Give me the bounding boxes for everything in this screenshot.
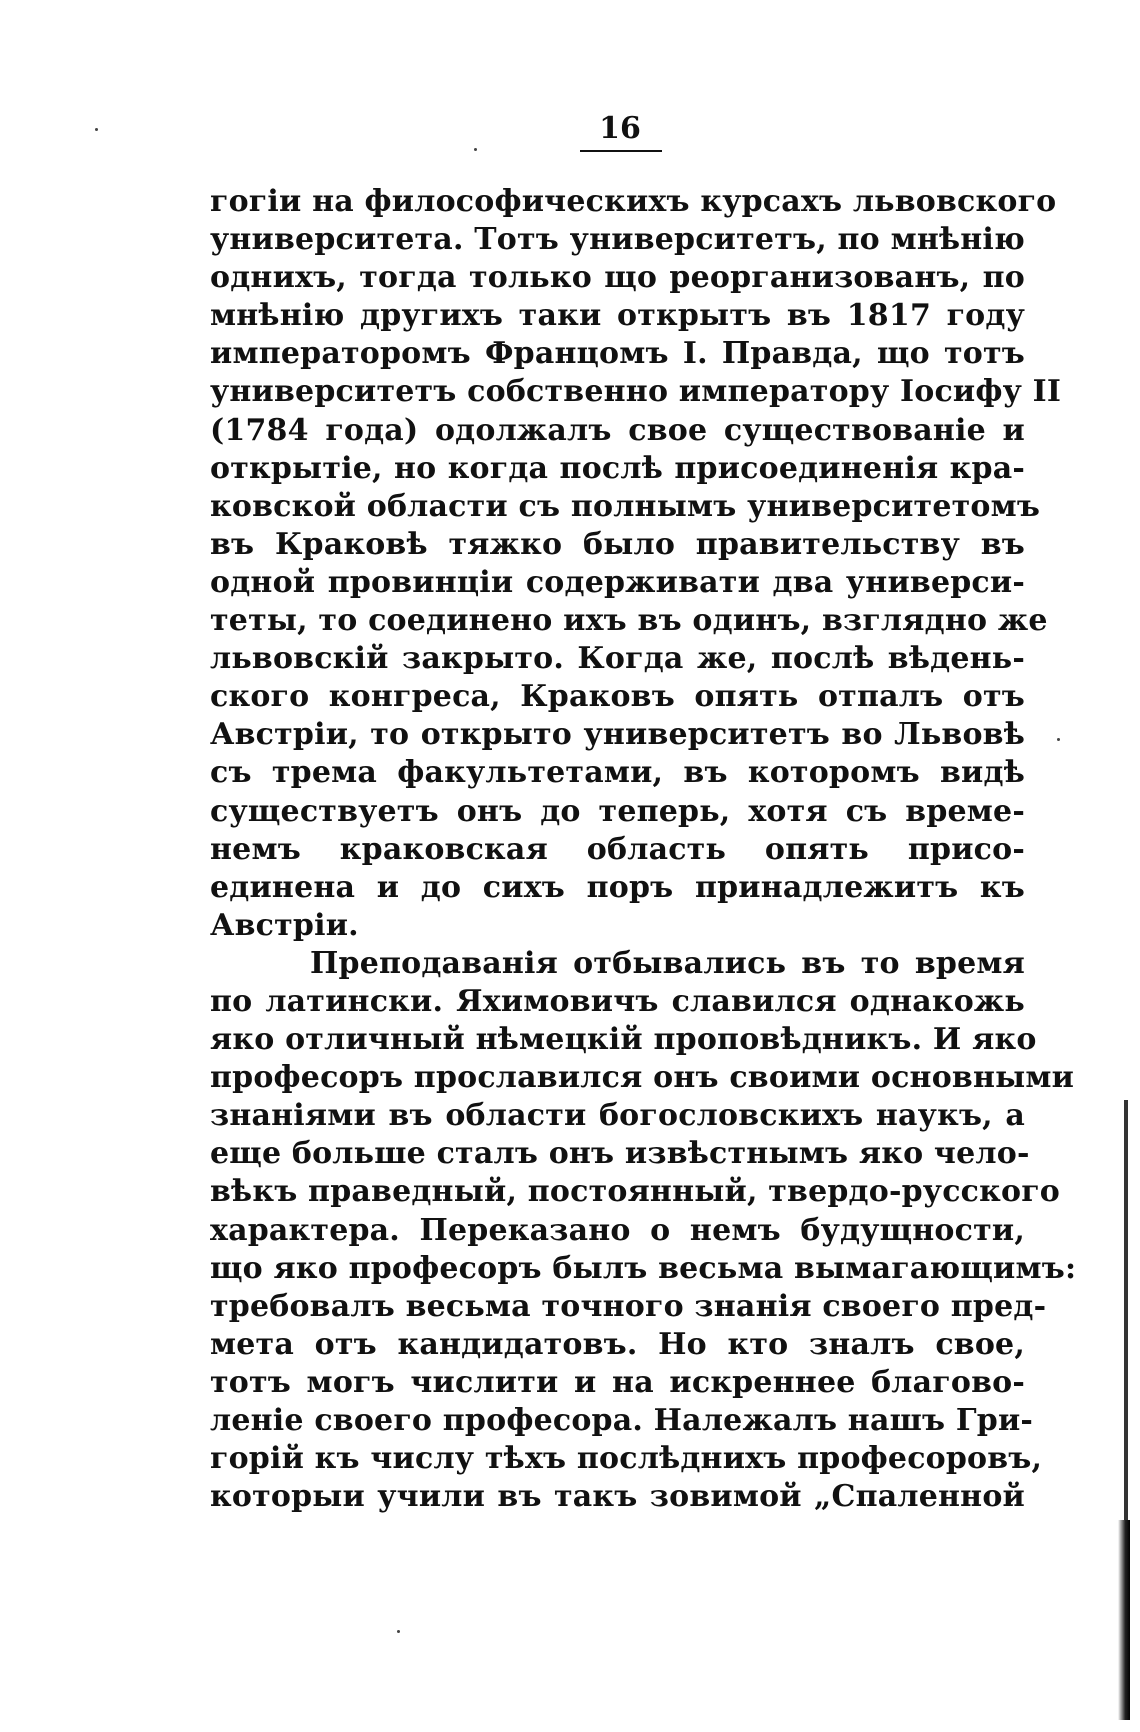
paragraph-end-line: Австріи. [210, 907, 359, 943]
text-line: знаніями въ области богословскихъ наукъ, а [210, 1098, 1025, 1134]
text-line: що яко професоръ былъ весьма вымагающимъ: [210, 1250, 1077, 1286]
text-line: ского конгреса, Краковъ опять отпалъ отъ [210, 679, 1025, 715]
paragraph-start-line: Преподаванія отбывались въ то время [310, 945, 1025, 981]
text-line: единена и до сихъ поръ принадлежитъ къ [210, 869, 1025, 905]
text-line: мета отъ кандидатовъ. Но кто зналъ свое, [210, 1326, 1025, 1362]
text-line: существуетъ онъ до теперь, хотя съ време- [210, 793, 1025, 829]
text-line: еще больше сталъ онъ извѣстнымъ яко чело- [210, 1136, 1030, 1172]
text-line: леніе своего професора. Належалъ нашъ Гри- [210, 1403, 1034, 1438]
text-line: львовскій закрыто. Когда же, послѣ вѣдень- [210, 641, 1025, 677]
page-edge-shadow [1124, 1100, 1128, 1520]
text-line: одной провинціи содерживати два универси- [210, 564, 1025, 600]
text-line: по латински. Яхимовичъ славился однакожь [210, 983, 1025, 1019]
text-line: горій къ числу тѣхъ послѣднихъ професоровъ, [210, 1441, 1043, 1477]
text-line: съ трема факультетами, въ которомъ видѣ [210, 755, 1025, 791]
text-line: университетъ собственно императору Іосифу II [210, 374, 1062, 410]
page-edge-shadow-bottom [1118, 1520, 1130, 1720]
text-line: характера. Переказано о немъ будущности, [210, 1212, 1025, 1248]
text-line: однихъ, тогда только що реорганизованъ, по [210, 260, 1025, 296]
text-line: професоръ прославился онъ своими основными [210, 1060, 1075, 1096]
text-line: ковской области съ полнымъ университетомъ [210, 488, 1041, 524]
page-number-rule [580, 150, 662, 152]
scan-speck [95, 128, 98, 131]
text-line: гогіи на философическихъ курсахъ львовского [210, 184, 1057, 219]
text-line: яко отличный нѣмецкій проповѣдникъ. И яко [210, 1022, 1037, 1058]
text-line: теты, то соединено ихъ въ одинъ, взглядно же [210, 603, 1048, 639]
text-line: требовалъ весьма точного знанія своего пред- [210, 1288, 1047, 1324]
text-line: открытіе, но когда послѣ присоединенія кра- [210, 450, 1025, 486]
text-line: тотъ могъ числити и на искреннее благово- [210, 1364, 1025, 1400]
text-line: которыи учили въ такъ зовимой „Спаленной [210, 1479, 1025, 1515]
text-line: вѣкъ праведный, постоянный, твердо-русского [210, 1174, 1060, 1210]
text-line: (1784 года) одолжалъ свое существованіе и [210, 412, 1025, 448]
scan-speck [474, 148, 477, 151]
scan-speck [1057, 738, 1060, 741]
page-number: 16 [599, 111, 641, 146]
text-line: немъ краковская область опять присо- [210, 831, 1025, 867]
text-line: въ Краковѣ тяжко было правительству въ [210, 526, 1025, 562]
text-line: Австріи, то открыто университетъ во Львовѣ [210, 717, 1025, 753]
text-line: университета. Тотъ университетъ, по мнѣнію [210, 222, 1025, 258]
text-line: мнѣнію другихъ таки открытъ въ 1817 году [210, 298, 1025, 334]
body-text [210, 183, 1077, 1516]
scan-speck [397, 1630, 400, 1633]
text-line: императоромъ Францомъ I. Правда, що тотъ [210, 336, 1025, 372]
